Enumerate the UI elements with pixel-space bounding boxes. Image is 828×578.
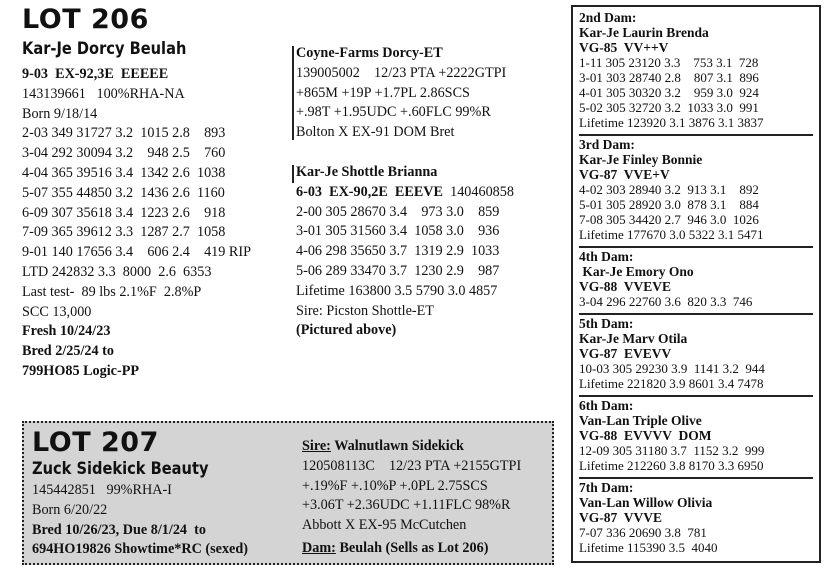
dam-classification: 6-03 EX-90,2E EEEVE <box>296 183 444 200</box>
dam-record-line: Lifetime 221820 3.9 8601 3.4 7478 <box>579 376 764 391</box>
dam-classification: VG-87 VVE+V <box>579 167 670 182</box>
dam-record-line: 3-01 303 28740 2.8 807 3.1 896 <box>579 70 759 85</box>
pedigree-dam-group <box>579 397 813 479</box>
dam-record-line: 4-06 298 35650 3.7 1319 2.9 1033 <box>296 243 500 260</box>
lot-207-sire-name: Walnutlawn Sidekick <box>330 438 464 454</box>
dam-name: Van-Lan Willow Olivia <box>579 495 713 510</box>
record-line: 7-09 365 39612 3.3 1287 2.7 1058 <box>22 224 226 241</box>
dam-generation-label: 5th Dam: <box>579 316 634 331</box>
dam-record-line: Lifetime 177670 3.0 5322 3.1 5471 <box>579 227 764 242</box>
pedigree-dam-group <box>579 136 813 248</box>
dam-generation-label: 3rd Dam: <box>579 137 635 152</box>
dam-generation-label: 4th Dam: <box>579 249 634 264</box>
dam-record-line: 5-06 289 33470 3.7 1230 2.9 987 <box>296 262 500 279</box>
dam-record-line: Lifetime 212260 3.8 8170 3.3 6950 <box>579 458 764 473</box>
record-line: Last test- 89 lbs 2.1%F 2.8%P <box>22 283 202 300</box>
breeding-line: 799HO85 Logic-PP <box>22 362 140 379</box>
dam-record-line: 3-04 296 22760 3.6 820 3.3 746 <box>579 294 753 309</box>
pedigree-dam-group <box>579 248 813 315</box>
dam-record-line: 4-02 303 28940 3.2 913 3.1 892 <box>579 182 759 197</box>
lot-207-dam-label: Dam: <box>302 539 336 556</box>
dam-record-line: Sire: Picston Shottle-ET <box>296 302 434 319</box>
dam-classification: VG-88 EVVVV DOM <box>579 428 712 443</box>
dam-record-line: 5-01 305 28920 3.0 878 3.1 884 <box>579 197 759 212</box>
sire-name: Coyne-Farms Dorcy-ET <box>296 45 443 61</box>
lot-207-dam-text: Beulah (Sells as Lot 206) <box>335 539 489 556</box>
dam-record-line: 3-01 305 31560 3.4 1058 3.0 936 <box>296 223 500 240</box>
lot-206-section <box>22 6 292 382</box>
dam-name: Kar-Je Laurin Brenda <box>579 25 709 40</box>
record-line: 2-03 349 31727 3.2 1015 2.8 893 <box>22 125 226 142</box>
record-line: 6-09 307 35618 3.4 1223 2.6 918 <box>22 204 226 221</box>
lot-206-dam-block <box>292 163 567 341</box>
dam-name: Kar-Je Shottle Brianna <box>296 164 438 180</box>
sire-line: +.98T +1.95UDC +.60FLC 99%R <box>296 104 491 121</box>
record-line: 143139661 100%RHA-NA <box>22 85 185 102</box>
dam-record-line: 2-00 305 28670 3.4 973 3.0 859 <box>296 203 500 220</box>
dam-record-line: 1-11 305 23120 3.3 753 3.1 728 <box>579 55 759 70</box>
classification-line: 9-03 EX-92,3E EEEEE <box>22 66 169 82</box>
breeding-line: Bred 2/25/24 to <box>22 343 114 360</box>
lot-206-title: LOT 206 <box>22 4 149 35</box>
lot-207-sire-label: Sire: <box>302 438 331 454</box>
dam-record-line: 10-03 305 29230 3.9 1141 3.2 944 <box>579 361 765 376</box>
lot-207-sire-line: +.19%F +.10%P +.0PL 2.75SCS <box>302 477 488 494</box>
pedigree-dam-group <box>579 9 813 136</box>
dam-classification: VG-85 VV++V <box>579 40 669 55</box>
lot-207-bred-line: Bred 10/26/23, Due 8/1/24 to <box>32 521 206 538</box>
lot-207-cow-name: Zuck Sidekick Beauty <box>32 459 209 479</box>
dam-generation-label: 7th Dam: <box>579 480 634 495</box>
dam-record-line: Lifetime 115390 3.5 4040 <box>579 540 718 555</box>
lot-206-cow-name: Kar-Je Dorcy Beulah <box>22 39 187 59</box>
lot-207-line: Born 6/20/22 <box>32 501 108 518</box>
lot-207-sire-line: +3.06T +2.36UDC +1.11FLC 98%R <box>302 497 511 514</box>
pedigree-dam-group <box>579 315 813 397</box>
sire-line: 139005002 12/23 PTA +2222GTPI <box>296 64 507 81</box>
dam-record-line: 5-02 305 32720 3.2 1033 3.0 991 <box>579 100 759 115</box>
dam-record-line: 12-09 305 31180 3.7 1152 3.2 999 <box>579 443 765 458</box>
lot-207-line: 145442851 99%RHA-I <box>32 482 172 498</box>
dam-record-line: 4-01 305 30320 3.2 959 3.0 924 <box>579 85 759 100</box>
dam-name: Kar-Je Finley Bonnie <box>579 152 703 167</box>
lot-207-sire-line: Abbott X EX-95 McCutchen <box>302 517 467 534</box>
dam-record-line: 7-07 336 20690 3.8 781 <box>579 525 707 540</box>
pedigree-panel <box>571 5 821 563</box>
dam-name: Kar-Je Emory Ono <box>579 264 694 279</box>
dam-name: Kar-Je Marv Otila <box>579 331 688 346</box>
record-line: 4-04 365 39516 3.4 1342 2.6 1038 <box>22 164 226 181</box>
breeding-line: Fresh 10/24/23 <box>22 323 111 340</box>
record-line: SCC 13,000 <box>22 303 92 320</box>
dam-record-line: 7-08 305 34420 2.7 946 3.0 1026 <box>579 212 759 227</box>
dam-classification: VG-87 VVVE <box>579 510 663 525</box>
sire-divider <box>292 46 294 140</box>
lot-207-sire-line: 120508113C 12/23 PTA +2155GTPI <box>302 457 522 474</box>
dam-note: (Pictured above) <box>296 322 397 339</box>
lot-206-sire-block <box>292 44 562 143</box>
dam-name: Van-Lan Triple Olive <box>579 413 702 428</box>
dam-classification: VG-87 EVEVV <box>579 346 672 361</box>
dam-registration: 140460858 <box>443 183 514 200</box>
lot-207-bred-line: 694HO19826 Showtime*RC (sexed) <box>32 541 248 558</box>
dam-divider <box>292 165 294 183</box>
dam-record-line: Lifetime 163800 3.5 5790 3.0 4857 <box>296 282 498 299</box>
sire-line: +865M +19P +1.7PL 2.86SCS <box>296 84 470 101</box>
pedigree-dam-group <box>579 479 813 559</box>
dam-classification: VG-88 VVEVE <box>579 279 672 294</box>
lot-207-title: LOT 207 <box>32 427 159 458</box>
record-line: 3-04 292 30094 3.2 948 2.5 760 <box>22 145 226 162</box>
dam-record-line: Lifetime 123920 3.1 3876 3.1 3837 <box>579 115 764 130</box>
lot-207-box <box>22 421 554 565</box>
record-line: Born 9/18/14 <box>22 105 98 122</box>
dam-generation-label: 6th Dam: <box>579 398 634 413</box>
record-line: 9-01 140 17656 3.4 606 2.4 419 RIP <box>22 244 251 261</box>
dam-generation-label: 2nd Dam: <box>579 10 637 25</box>
sire-line: Bolton X EX-91 DOM Bret <box>296 124 455 141</box>
record-line: LTD 242832 3.3 8000 2.6 6353 <box>22 263 212 280</box>
record-line: 5-07 355 44850 3.2 1436 2.6 1160 <box>22 184 225 201</box>
